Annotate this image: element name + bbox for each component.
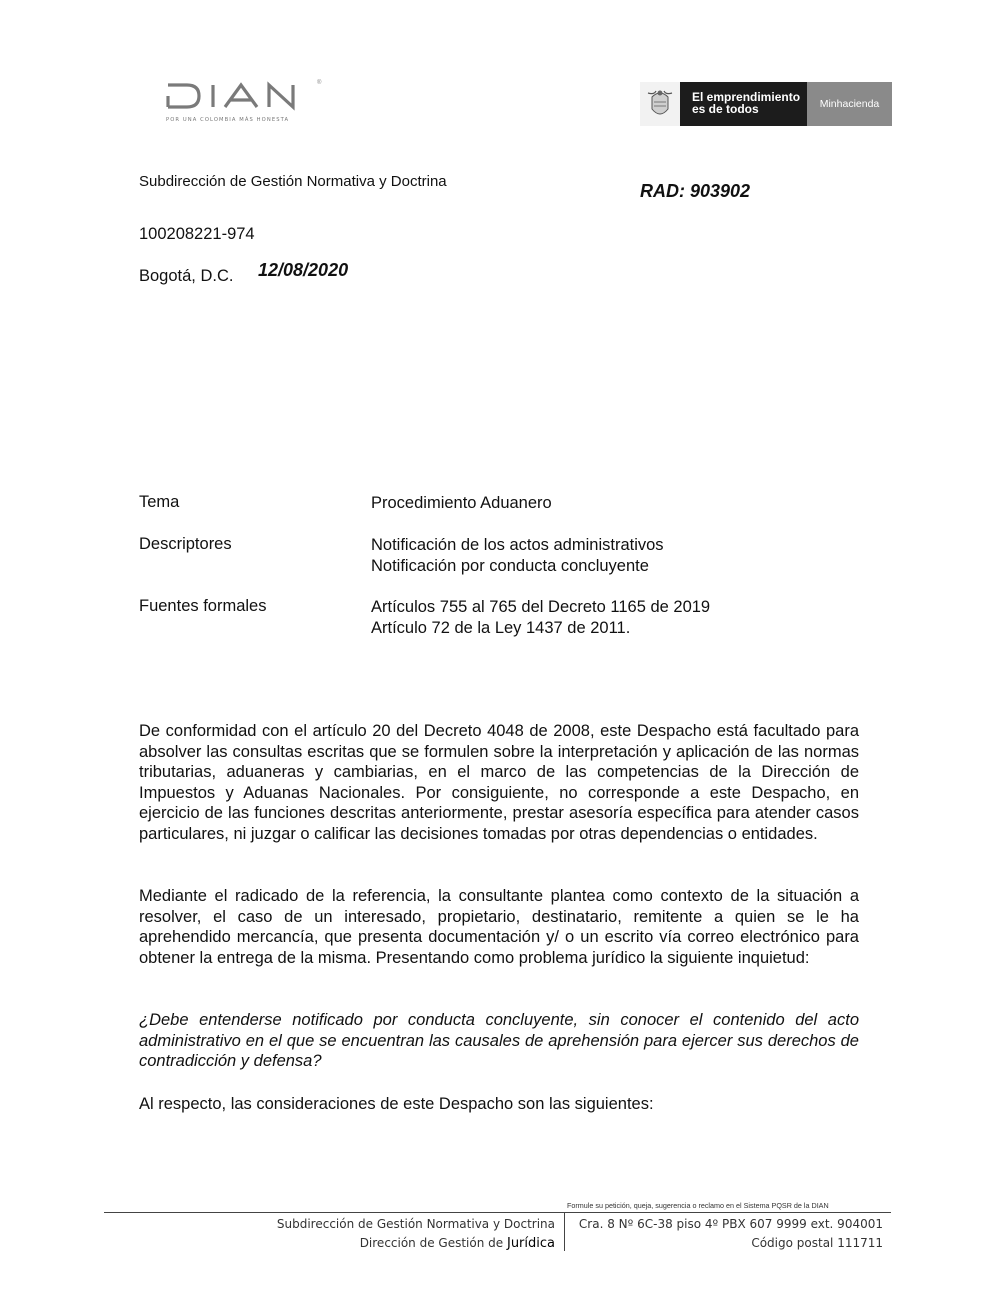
date: 12/08/2020 <box>258 260 349 280</box>
footer-vertical-divider <box>564 1213 565 1251</box>
fuentes-label: Fuentes formales <box>139 597 267 615</box>
fuentes-values <box>371 597 710 639</box>
reference-number: 100208221-974 <box>139 225 255 243</box>
legal-question: ¿Debe entenderse notificado por conducta concluyente, sin conocer el contenido del acto administrativo en el que se encuentran las causales de aprehensión para ejercer sus derechos de contradicción y defensa? <box>139 1011 859 1071</box>
gov-slogan-line2: es de todos <box>692 102 759 116</box>
dian-logo <box>165 80 325 128</box>
footer-postal-code: Código postal 111711 <box>751 1236 883 1250</box>
rad-number: RAD: 903902 <box>640 181 751 201</box>
dian-tagline: POR UNA COLOMBIA MÁS HONESTA <box>166 117 290 123</box>
fuente-item: Artículos 755 al 765 del Decreto 1165 de 2019 <box>371 598 711 616</box>
footer-office-line1: Subdirección de Gestión Normativa y Doctrina <box>276 1217 555 1231</box>
gov-logo <box>640 82 892 126</box>
city: Bogotá, D.C. <box>139 267 234 285</box>
fuente-item: Artículo 72 de la Ley 1437 de 2011. <box>371 619 631 637</box>
footer-address-line1: Cra. 8 Nº 6C-38 piso 4º PBX 607 9999 ext. 904001 <box>578 1217 883 1231</box>
gov-slogan <box>680 82 807 126</box>
gov-slogan-line1: El emprendimiento <box>692 90 801 104</box>
footer-office-line2 <box>277 1234 555 1253</box>
footer-address <box>579 1215 883 1253</box>
registered-icon: ® <box>317 80 322 86</box>
paragraph-context: Mediante el radicado de la referencia, la consultante plantea como contexto de la situación a resolver, el caso de un interesado, propietario, destinatario, remitente a quien se le ha aprehendido mercancía, que presenta documentación y/ o un escrito vía correo electrónico para obtener la entrega de la misma. Presentando como problema jurídico la siguiente inquietud: <box>139 887 859 967</box>
footer-direction-prefix: Dirección de Gestión de <box>359 1236 504 1250</box>
footer-direction-name: Jurídica <box>506 1236 555 1251</box>
office-name: Subdirección de Gestión Normativa y Doctrina <box>139 173 447 190</box>
footer-pqsr-note: Formule su petición, queja, sugerencia o reclamo en el Sistema PQSR de la DIAN <box>567 1201 829 1210</box>
tema-value-text: Procedimiento Aduanero <box>371 494 552 512</box>
dian-wordmark-icon <box>165 80 317 112</box>
footer-office <box>277 1215 555 1253</box>
paragraph-competence: De conformidad con el artículo 20 del Decreto 4048 de 2008, este Despacho está facultado para absolver las consultas escritas que se formulen sobre la interpretación y aplicación de las normas tributarias, aduaneras y cambiarias, en el marco de las competencias de la Dirección de Impuestos y Aduanas Nacionales. Por consiguiente, no corresponde a este Despacho, en ejercicio de las funciones descritas anteriormente, prestar asesoría específica para atender casos particulares, ni juzgar o calificar las decisiones tomadas por otras dependencias o entidades. <box>139 722 859 843</box>
footer-divider <box>104 1212 891 1213</box>
descriptores-label: Descriptores <box>139 535 232 553</box>
ministry-label: Minhacienda <box>807 82 892 126</box>
tema-label: Tema <box>139 493 180 511</box>
descriptor-item: Notificación de los actos administrativos <box>371 536 664 554</box>
tema-value <box>371 493 552 514</box>
descriptores-values <box>371 535 664 577</box>
descriptor-item: Notificación por conducta concluyente <box>371 557 649 575</box>
paragraph-considerations: Al respecto, las consideraciones de este Despacho son las siguientes: <box>139 1095 654 1113</box>
colombia-coat-of-arms-icon <box>640 82 680 126</box>
